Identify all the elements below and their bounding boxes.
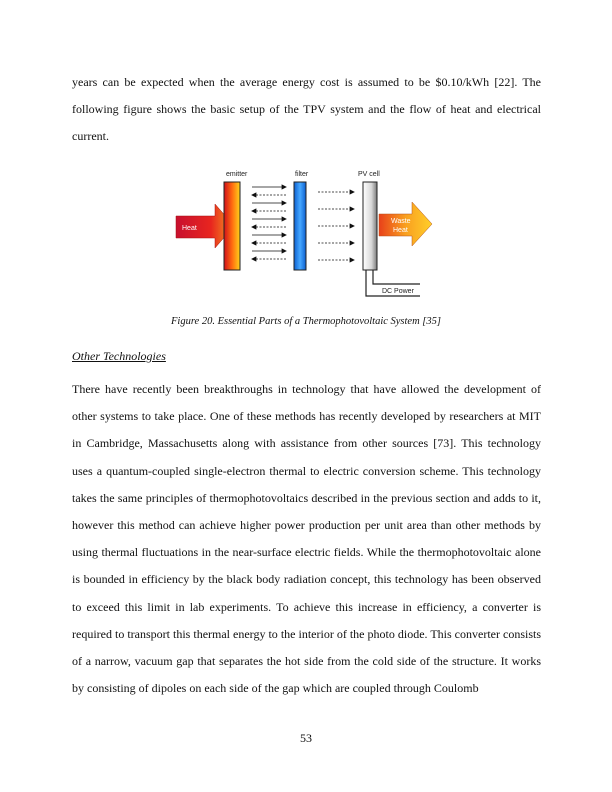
paragraph-other-technologies: There have recently been breakthroughs in technology that have allowed the development of other systems to take place. One of these methods has recently developed by researchers at MIT in Cambridge, Massachusetts along with assistance from other sources [73]. This technology uses a quantum-coupled single-electron thermal to electric conversion scheme. This technology takes the same principles of thermophotovoltaics described in the previous section and adds to it, however this method can achieve higher power production per unit area than other methods by using thermal fluctuations in the near-surface electric fields. While the thermophotovoltaic alone is bounded in efficiency by the black body radiation concept, this technology has been observed to exceed this limit in lab experiments. To achieve this increase in efficiency, a converter is required to transport this thermal energy to the interior of the photo diode. This converter consists of a narrow, vacuum gap that separates the hot side from the cold side of the structure. It works by consisting of dipoles on each side of the gap which are coupled through Coulomb — [72, 382, 541, 696]
waste-heat-label: Waste — [391, 218, 411, 225]
filter-pv-photon-arrows — [318, 190, 354, 262]
dc-power-label: DC Power — [382, 288, 414, 295]
filter-label: filter — [295, 171, 309, 178]
filter-plate — [294, 182, 306, 270]
emitter-label: emitter — [226, 171, 248, 178]
emitter-filter-photon-arrows — [252, 185, 286, 261]
waste-heat-label-2: Heat — [393, 227, 408, 234]
tpv-system-diagram — [170, 160, 442, 302]
pv-cell-label: PV cell — [358, 171, 380, 178]
pv-cell-plate — [363, 182, 377, 270]
figure-caption: Figure 20. Essential Parts of a Thermophotovoltaic System [35] — [171, 316, 441, 327]
heat-label: Heat — [182, 225, 197, 232]
paragraph-intro: years can be expected when the average energy cost is assumed to be $0.10/kWh [22]. The following figure shows the basic setup of the TPV system and the flow of heat and electrical current. — [72, 75, 541, 144]
emitter-plate — [224, 182, 240, 270]
waste-heat-arrow — [379, 202, 432, 246]
page-number: 53 — [300, 731, 312, 745]
section-heading: Other Technologies — [72, 349, 166, 363]
